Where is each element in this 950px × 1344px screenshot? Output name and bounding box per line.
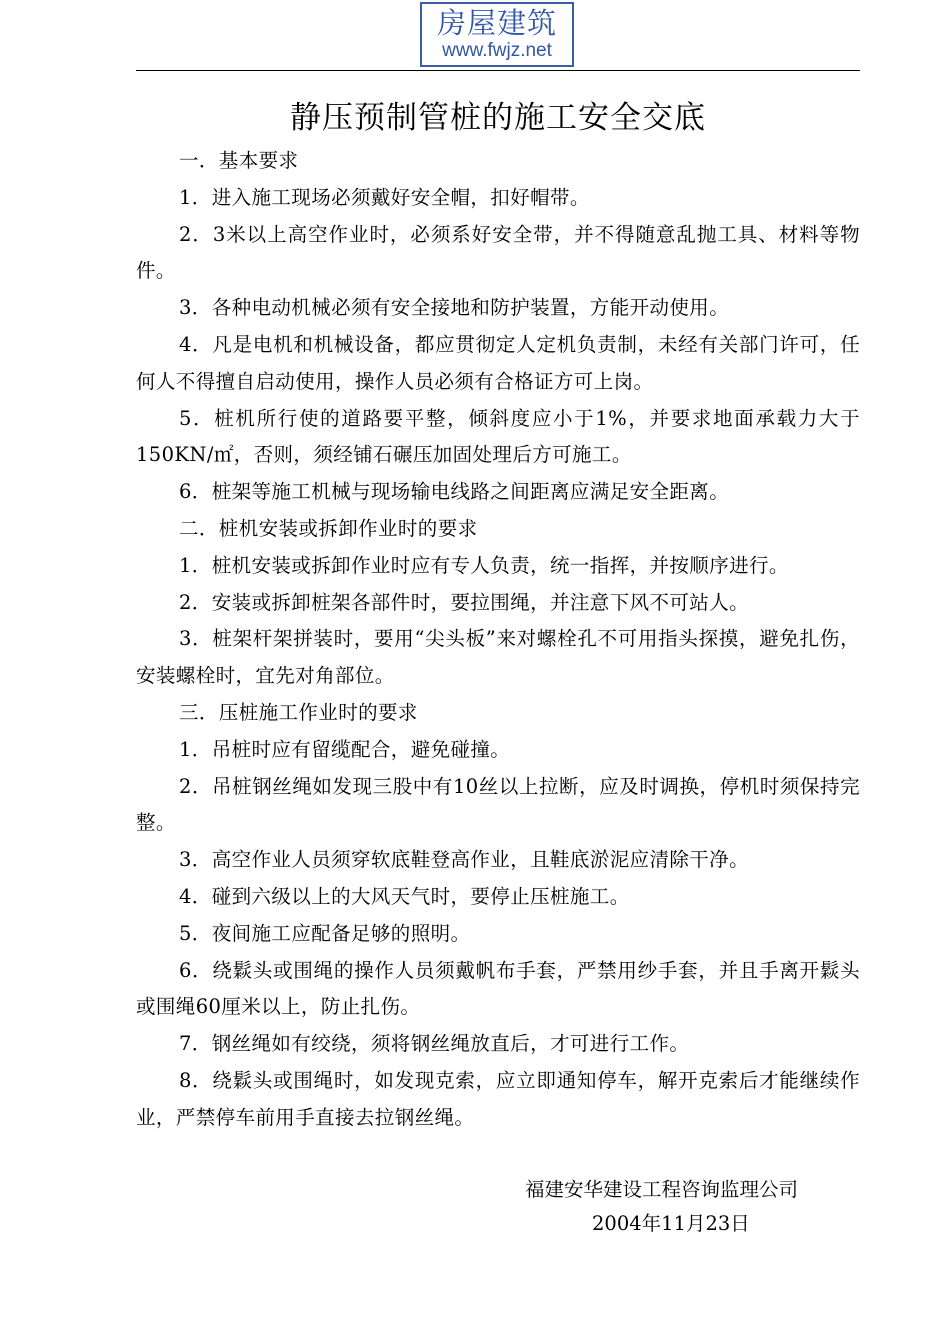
- site-logo: [420, 2, 574, 67]
- piling-item-8: 8．绕鬏头或围绳时，如发现克索，应立即通知停车，解开克索后才能继续作业，严禁停车前用手直接去拉钢丝绳。: [136, 1068, 860, 1129]
- section-heading-basic: 一．基本要求: [179, 149, 299, 172]
- logo-name: 房屋建筑: [436, 6, 557, 40]
- basic-item-5: 5．桩机所行使的道路要平整，倾斜度应小于1%，并要求地面承载力大于150KN/㎡，否则，须经铺石碾压加固处理后方可施工。: [136, 406, 860, 467]
- piling-item-4: 4．碰到六级以上的大风天气时，要停止压桩施工。: [179, 884, 630, 908]
- signature-date: 2004年11月23日: [592, 1212, 750, 1235]
- section-heading-install: 二．桩机安装或拆卸作业时的要求: [179, 516, 478, 540]
- basic-item-4: 4．凡是电机和机械设备，都应贯彻定人定机负责制，未经有关部门许可，任何人不得擅自启动使用，操作人员必须有合格证方可上岗。: [136, 332, 860, 393]
- document-body: [136, 143, 860, 1137]
- signature-company: 福建安华建设工程咨询监理公司: [525, 1178, 799, 1201]
- piling-item-5: 5．夜间施工应配备足够的照明。: [179, 921, 471, 945]
- piling-item-6: 6．绕鬏头或围绳的操作人员须戴帆布手套，严禁用纱手套，并且手离开鬏头或围绳60厘米以上，防止扎伤。: [136, 958, 860, 1019]
- install-item-1: 1．桩机安装或拆卸作业时应有专人负责，统一指挥，并按顺序进行。: [179, 553, 789, 577]
- piling-item-7: 7．钢丝绳如有绞绕，须将钢丝绳放直后，才可进行工作。: [179, 1032, 690, 1056]
- piling-item-1: 1．吊桩时应有留缆配合，避免碰撞。: [179, 737, 511, 761]
- piling-item-2: 2．吊桩钢丝绳如发现三股中有10丝以上拉断，应及时调换，停机时须保持完整。: [136, 774, 860, 835]
- basic-item-3: 3．各种电动机械必须有安全接地和防护装置，方能开动使用。: [179, 296, 730, 320]
- basic-item-6: 6．桩架等施工机械与现场输电线路之间距离应满足安全距离。: [179, 480, 730, 504]
- basic-item-1: 1．进入施工现场必须戴好安全帽，扣好帽带。: [179, 185, 590, 209]
- header-divider: [136, 70, 860, 71]
- document-title: 静压预制管桩的施工安全交底: [290, 100, 706, 136]
- section-heading-piling: 三．压桩施工作业时的要求: [179, 700, 418, 724]
- logo-url: www.fwjz.net: [442, 40, 552, 61]
- basic-item-2: 2．3米以上高空作业时，必须系好安全带，并不得随意乱抛工具、材料等物件。: [136, 222, 860, 283]
- install-item-3: 3．桩架杆架拼装时，要用“尖头板”来对螺栓孔不可用指头探摸，避免扎伤，安装螺栓时，宜先对角部位。: [136, 627, 860, 688]
- piling-item-3: 3．高空作业人员须穿软底鞋登高作业，且鞋底淤泥应清除干净。: [179, 848, 750, 872]
- install-item-2: 2．安装或拆卸桩架各部件时，要拉围绳，并注意下风不可站人。: [179, 590, 750, 614]
